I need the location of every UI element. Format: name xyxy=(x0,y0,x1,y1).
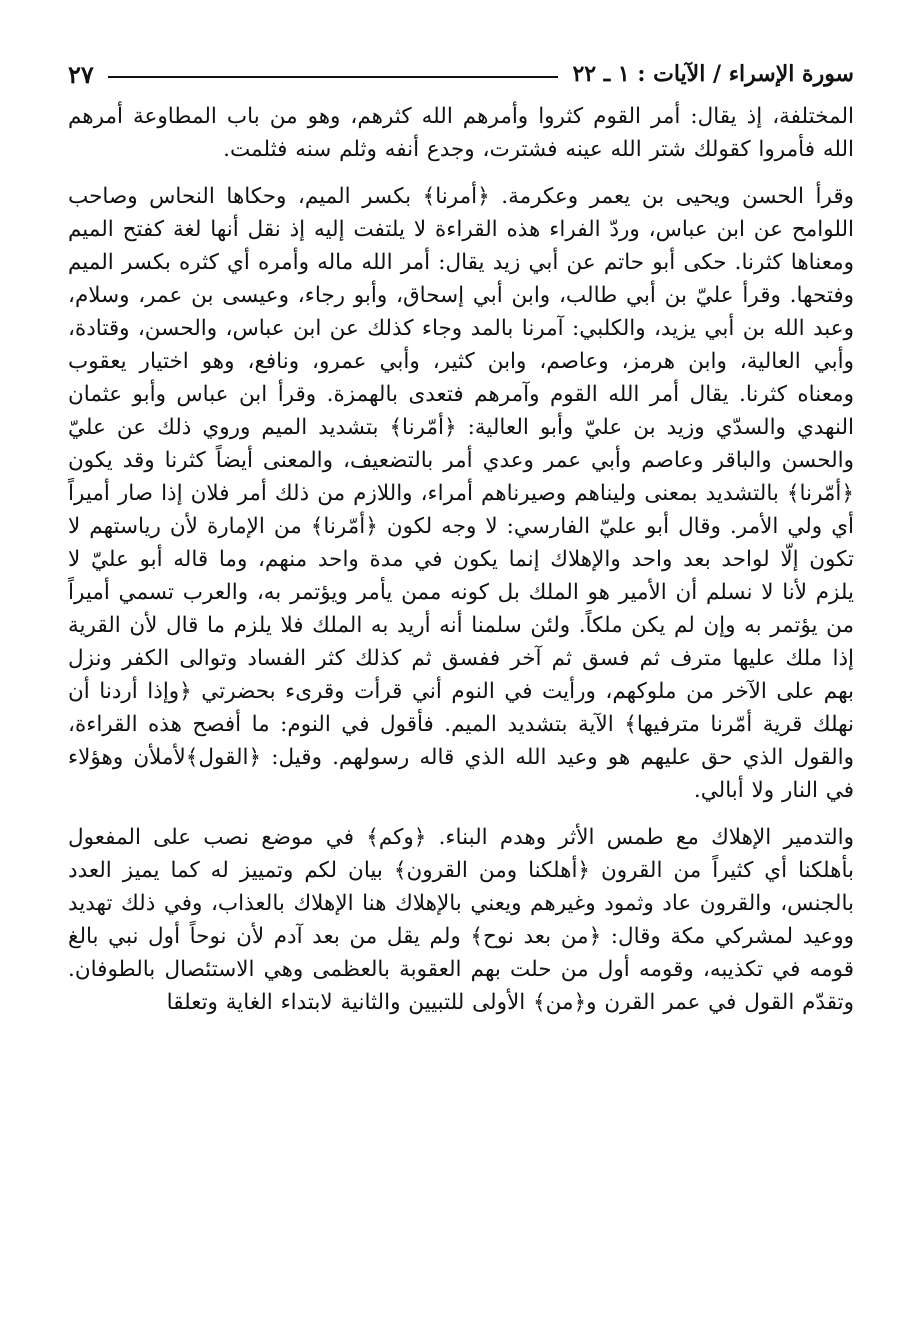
page-number: ٢٧ xyxy=(68,59,94,89)
header-rule xyxy=(108,76,559,78)
paragraph-gap xyxy=(68,807,854,821)
book-page xyxy=(68,50,854,1300)
paragraph-2: وقرأ الحسن ويحيى بن يعمر وعكرمة. ﴿أمرنا﴾ بكسر الميم، وحكاها النحاس وصاحب اللوامح عن ابن عباس، وردّ الفراء هذه القراءة لا يلتفت إليه إذ نقل أنها لغة كفتح الميم ومعناها كثرنا. حكى أبو حاتم عن أبي زيد يقال: أمر الله ماله وأمره أي كثره بكسر الميم وفتحها. وقرأ عليّ بن أبي طالب، وابن أبي إسحاق، وأبو رجاء، وعيسى بن عمر، وسلام، وعبد الله بن أبي يزيد، والكلبي: آمرنا بالمد وجاء كذلك عن ابن عباس، والحسن، وقتادة، وأبي العالية، وابن هرمز، وعاصم، وابن كثير، وأبي عمرو، ونافع، وهو اختيار يعقوب ومعناه كثرنا. يقال أمر الله القوم وآمرهم فتعدى بالهمزة. وقرأ ابن عباس وأبو عثمان النهدي والسدّي وزيد بن عليّ وأبو العالية: ﴿أمّرنا﴾ بتشديد الميم وروي ذلك عن عليّ والحسن والباقر وعاصم وأبي عمر وعدي أمر بالتضعيف، والمعنى أيضاً كثرنا وقد يكون ﴿أمّرنا﴾ بالتشديد بمعنى وليناهم وصيرناهم أمراء، واللازم من ذلك أمر فلان إذا صار أميراً أي ولي الأمر. وقال أبو عليّ الفارسي: لا وجه لكون ﴿أمّرنا﴾ من الإمارة لأن رياستهم لا تكون إلّا لواحد بعد واحد والإهلاك إنما يكون في مدة واحد منهم، وما قاله أبو عليّ لا يلزم لأنا لا نسلم أن الأمير هو الملك بل كونه ممن يأمر ويؤتمر به، والعرب تسمي أميراً من يؤتمر به وإن لم يكن ملكاً. ولئن سلمنا أنه أريد به الملك فلا يلزم ما قال لأن القرية إذا ملك عليها مترف ثم فسق ثم آخر ففسق ثم كذلك كثر الفساد وتوالى الكفر ونزل بهم على الآخر من ملوكهم، ورأيت في النوم أني قرأت وقرىء بحضرتي ﴿وإذا أردنا أن نهلك قرية أمّرنا مترفيها﴾ الآية بتشديد الميم. فأقول في النوم: ما أفصح هذه القراءة، والقول الذي حق عليهم هو وعيد الله الذي قاله رسولهم. وقيل: ﴿القول﴾لأملأن وهؤلاء في النار ولا أبالي. xyxy=(68,184,854,803)
surah-title: سورة الإسراء / الآيات : ١ ـ ٢٢ xyxy=(572,61,854,87)
paragraph-3: والتدمير الإهلاك مع طمس الأثر وهدم البناء. ﴿وكم﴾ في موضع نصب على المفعول بأهلكنا أي كثيراً من القرون ﴿أهلكنا ومن القرون﴾ بيان لكم وتمييز له كما يميز العدد بالجنس، والقرون عاد وثمود وغيرهم ويعني بالإهلاك هنا الإهلاك بالعذاب، وفي ذلك تهديد ووعيد لمشركي مكة وقال: ﴿من بعد نوح﴾ ولم يقل من بعد آدم لأن نوحاً أول نبي بالغ قومه في تكذيبه، وقومه أول من حلت بهم العقوبة بالعظمى وهي الاستئصال بالطوفان. وتقدّم القول في عمر القرن و﴿من﴾ الأولى للتبيين والثانية لابتداء الغاية وتعلقا xyxy=(68,825,854,1015)
paragraph-gap xyxy=(68,166,854,180)
paragraph-1: المختلفة، إذ يقال: أمر القوم كثروا وأمرهم الله كثرهم، وهو من باب المطاوعة أمرهم الله فأمروا كقولك شتر الله عينه فشترت، وجدع أنفه وثلم سنه فثلمت. xyxy=(68,104,854,162)
running-header xyxy=(68,50,854,98)
